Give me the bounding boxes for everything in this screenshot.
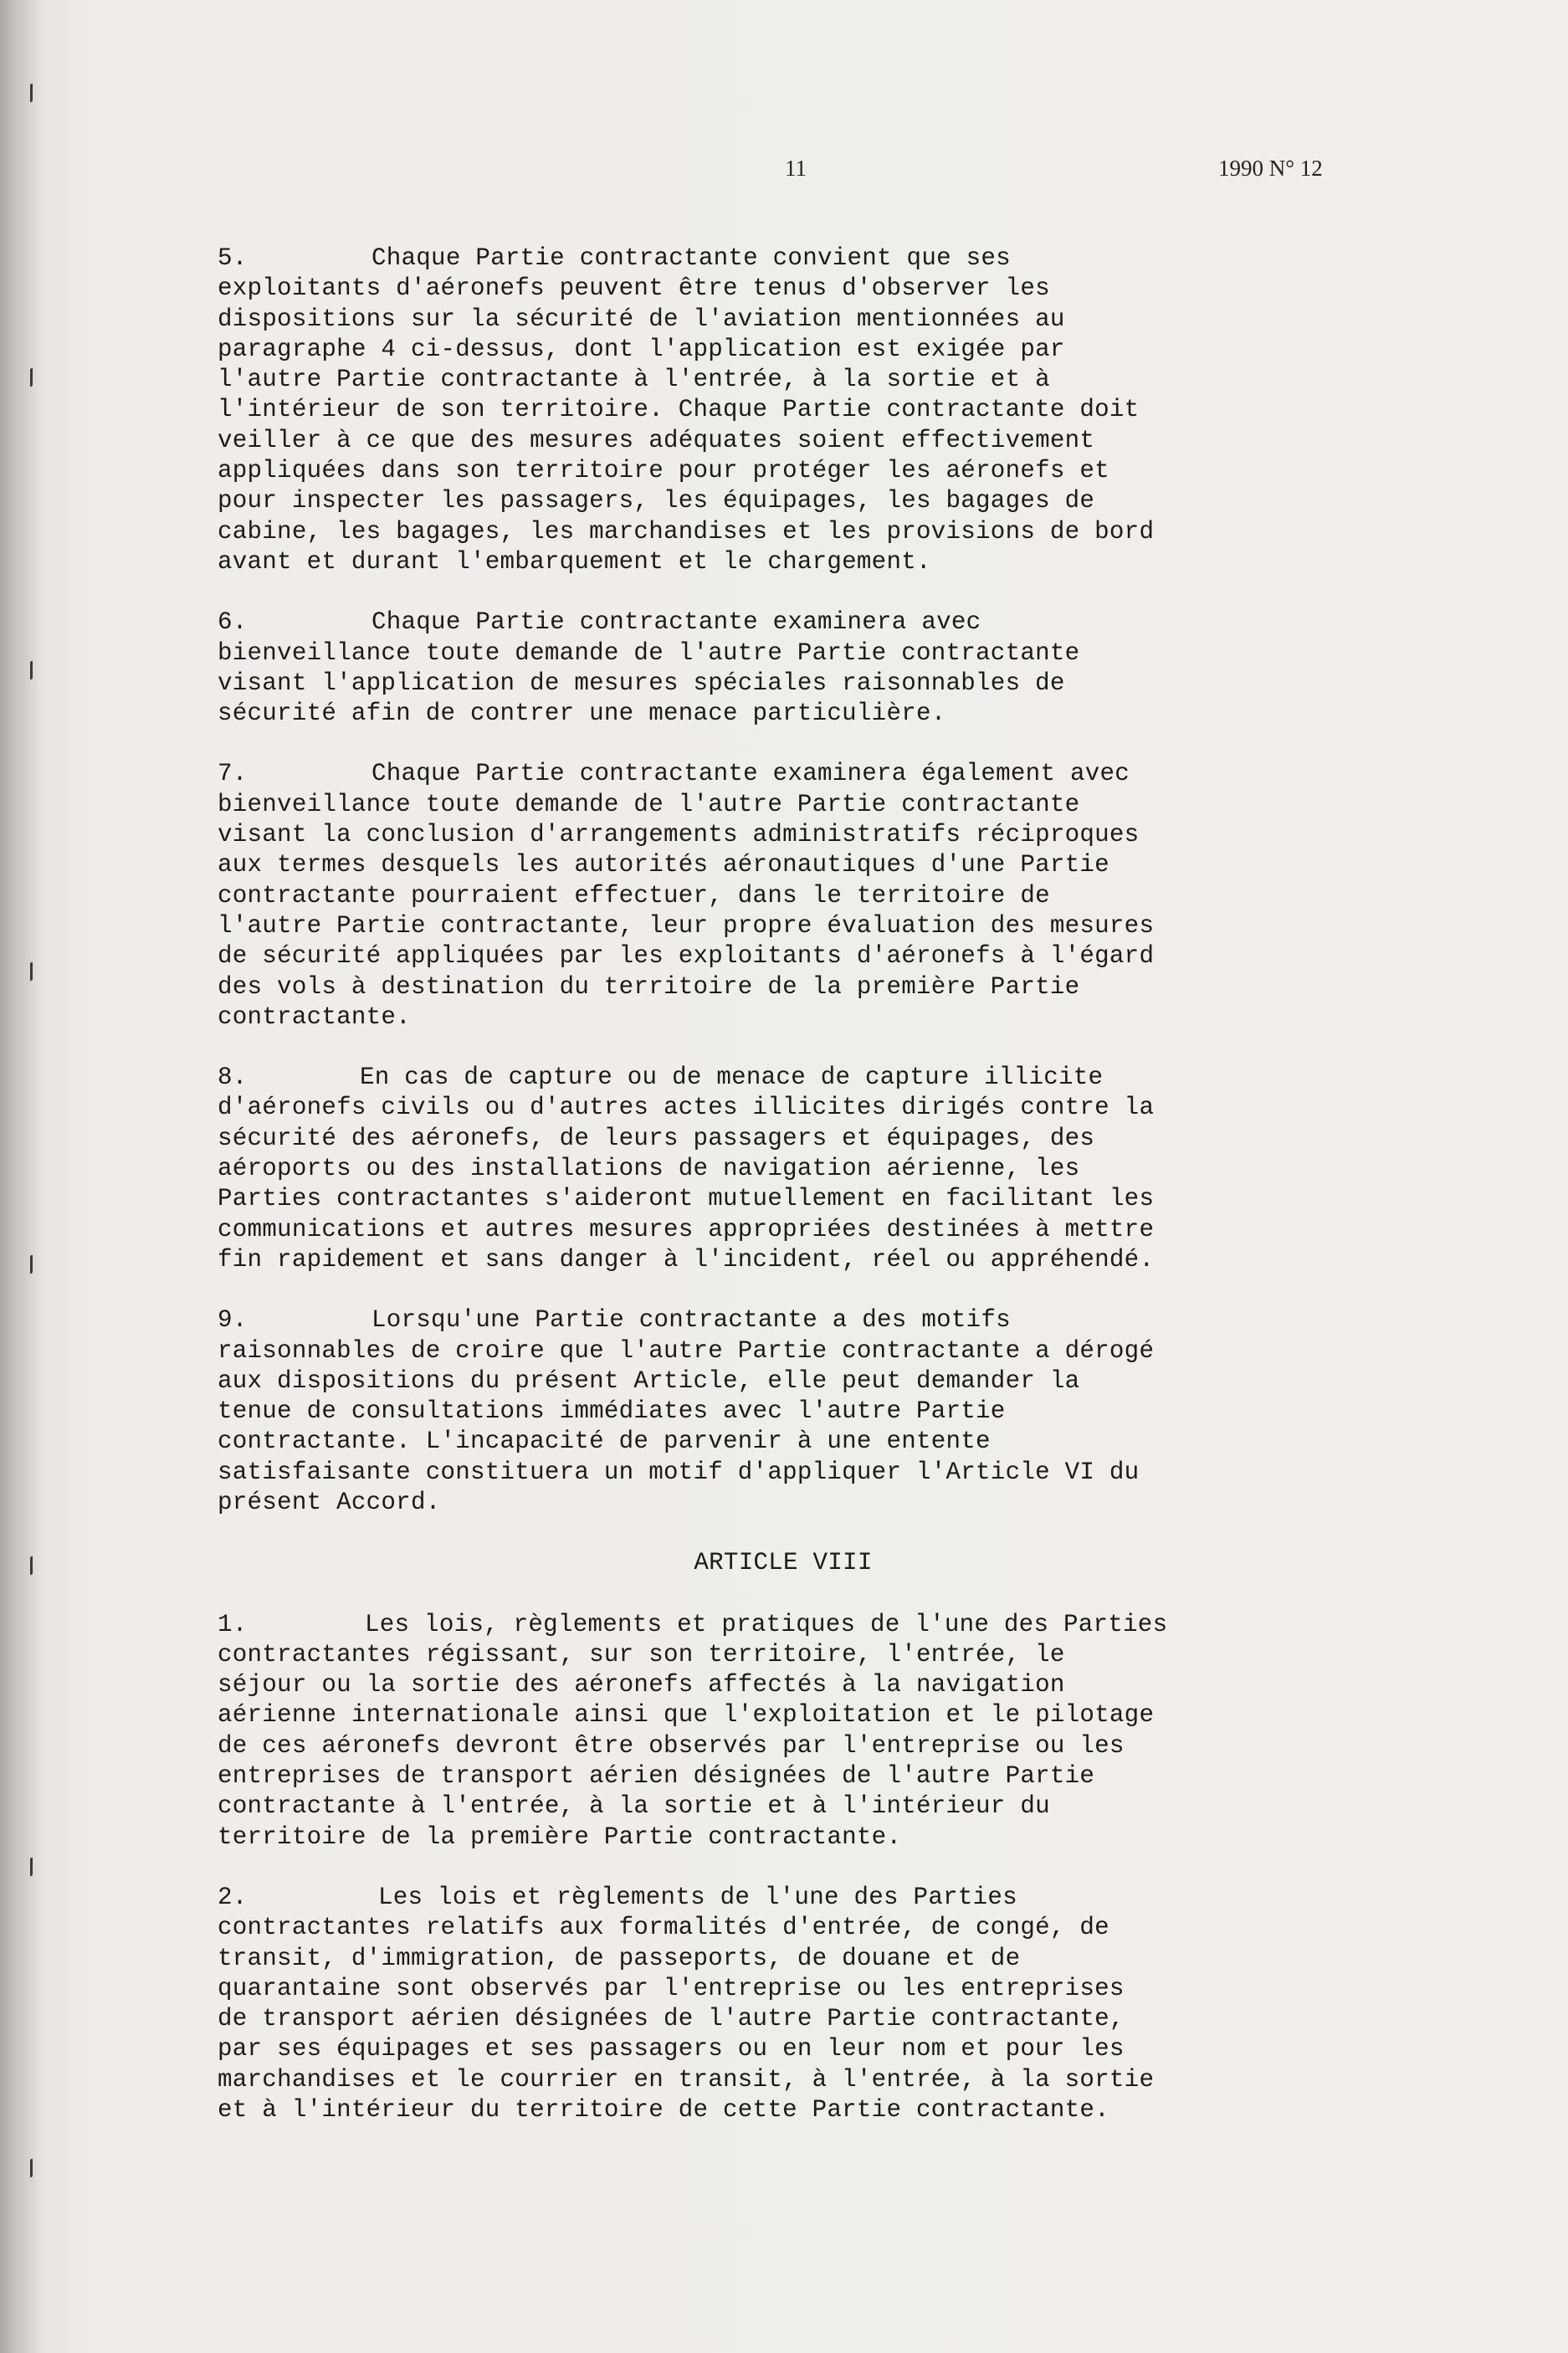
paragraph-line [218, 638, 1355, 669]
paragraph-text: fin rapidement et sans danger à l'incident, réel ou appréhendé. [218, 1245, 1155, 1274]
paragraph-line [218, 881, 1355, 911]
paragraph-text: séjour ou la sortie des aéronefs affectés à la navigation [218, 1671, 1065, 1699]
paragraph-text: aux termes desquels les autorités aéronautiques d'une Partie [218, 851, 1109, 879]
paragraph-line [218, 669, 1355, 699]
article-heading: ARTICLE VIII [694, 1549, 873, 1577]
paragraph-text: Chaque Partie contractante convient que ses [372, 244, 1011, 272]
paragraph-line [218, 486, 1355, 516]
paragraph-text: visant l'application de mesures spéciales raisonnables de [218, 669, 1065, 697]
paragraph-text: avant et durant l'embarquement et le chargement. [218, 547, 931, 576]
paragraph-text: Les lois et règlements de l'une des Parties [378, 1883, 1017, 1911]
paragraph-text: Chaque Partie contractante examinera avec [372, 608, 981, 637]
paragraph-line [218, 911, 1355, 941]
paragraph-line [218, 1184, 1355, 1214]
paragraph-text: cabine, les bagages, les marchandises et les provisions de bord [218, 517, 1155, 546]
paragraph-text: sécurité des aéronefs, de leurs passagers et équipages, des [218, 1124, 1095, 1152]
paragraph-text: aérienne internationale ainsi que l'exploitation et le pilotage [218, 1701, 1155, 1730]
paragraph-number: 9. [218, 1306, 248, 1335]
paragraph-text: contractantes régissant, sur son territoire, l'entrée, le [218, 1640, 1065, 1669]
paragraph-number: 1. [218, 1610, 248, 1638]
paragraph-line [218, 1488, 1355, 1518]
paragraph-text: et à l'intérieur du territoire de cette Partie contractante. [218, 2096, 1109, 2125]
binding-edge [0, 0, 38, 2353]
binding-stitch [30, 1254, 33, 1274]
paragraph-6 [218, 607, 1355, 729]
paragraph-line [218, 1883, 1355, 1913]
paragraph-text: appliquées dans son territoire pour protéger les aéronefs et [218, 457, 1109, 485]
paragraph-number: 6. [218, 608, 248, 637]
paragraph-line [218, 1397, 1355, 1427]
paragraph-line [218, 1427, 1355, 1457]
paragraph-text: aux dispositions du présent Article, elle peut demander la [218, 1366, 1080, 1395]
paragraph-line [218, 335, 1355, 365]
paragraph-text: par ses équipages et ses passagers ou en leur nom et pour les [218, 2035, 1125, 2063]
paragraph-number: 8. [218, 1064, 248, 1092]
paragraph-line [218, 759, 1355, 789]
paragraph-1 [218, 1610, 1355, 1853]
paragraph-line [218, 365, 1355, 395]
paragraph-line [218, 820, 1355, 850]
paragraph-text: quarantaine sont observés par l'entreprise ou les entreprises [218, 1974, 1125, 2002]
paragraph-line [218, 1670, 1355, 1700]
binding-stitch [30, 367, 33, 387]
paragraph-line [218, 274, 1355, 304]
paragraph-text: contractante à l'entrée, à la sortie et à l'intérieur du [218, 1792, 1050, 1821]
paragraph-line [218, 1245, 1355, 1275]
paragraph-text: l'autre Partie contractante à l'entrée, à la sortie et à [218, 366, 1050, 394]
paragraph-text: communications et autres mesures appropriées destinées à mettre [218, 1215, 1155, 1243]
paragraph-line [218, 1640, 1355, 1670]
paragraph-line [218, 1822, 1355, 1853]
paragraph-text: des vols à destination du territoire de la première Partie [218, 972, 1080, 1001]
paragraph-line [218, 972, 1355, 1002]
paragraph-text: bienveillance toute demande de l'autre Partie contractante [218, 638, 1080, 667]
paragraph-2 [218, 1883, 1355, 2125]
paragraph-text: bienveillance toute demande de l'autre Partie contractante [218, 790, 1080, 818]
paragraph-text: de sécurité appliquées par les exploitants d'aéronefs à l'égard [218, 942, 1155, 971]
paragraph-line [218, 1913, 1355, 1943]
paragraph-text: exploitants d'aéronefs peuvent être tenus d'observer les [218, 274, 1050, 303]
paragraph-7 [218, 759, 1355, 1033]
binding-stitch [30, 2158, 33, 2177]
paragraph-line [218, 941, 1355, 971]
paragraph-text: paragraphe 4 ci-dessus, dont l'application est exigée par [218, 335, 1065, 363]
binding-stitch [30, 1556, 33, 1575]
paragraph-line [218, 1215, 1355, 1245]
paragraph-text: contractante. L'incapacité de parvenir à une entente [218, 1428, 991, 1456]
document-body [218, 244, 1355, 2156]
paragraph-number: 7. [218, 760, 248, 788]
paragraph-text: Lorsqu'une Partie contractante a des motifs [372, 1306, 1011, 1335]
paragraph-line [218, 1336, 1355, 1366]
paragraph-line [218, 1154, 1355, 1184]
paragraph-line [218, 1458, 1355, 1488]
paragraph-line [218, 699, 1355, 729]
paragraphs-after-heading [218, 1610, 1355, 2126]
paragraph-line [218, 1093, 1355, 1123]
paragraph-line [218, 1124, 1355, 1154]
paragraph-line [218, 2095, 1355, 2125]
paragraph-text: pour inspecter les passagers, les équipages, les bagages de [218, 487, 1095, 515]
paragraph-text: raisonnables de croire que l'autre Partie contractante a dérogé [218, 1336, 1155, 1365]
paragraph-line [218, 456, 1355, 486]
paragraph-number: 5. [218, 244, 248, 272]
paragraph-line [218, 2004, 1355, 2034]
paragraph-text: de ces aéronefs devront être observés par l'entreprise ou les [218, 1731, 1125, 1760]
paragraph-5 [218, 244, 1355, 577]
binding-stitch [30, 961, 33, 981]
paragraph-text: territoire de la première Partie contractante. [218, 1822, 902, 1851]
paragraph-line [218, 547, 1355, 577]
paragraph-text: contractante. [218, 1002, 411, 1031]
paragraph-text: sécurité afin de contrer une menace particulière. [218, 700, 946, 728]
paragraph-line [218, 1792, 1355, 1822]
paragraph-line [218, 1731, 1355, 1761]
paragraph-line [218, 1944, 1355, 1974]
paragraph-text: aéroports ou des installations de navigation aérienne, les [218, 1155, 1080, 1183]
paragraph-line [218, 1366, 1355, 1397]
paragraph-text: présent Accord. [218, 1488, 441, 1516]
paragraph-line [218, 1063, 1355, 1093]
paragraph-line [218, 305, 1355, 335]
paragraph-text: transit, d'immigration, de passeports, de douane et de [218, 1944, 1021, 1972]
paragraph-text: visant la conclusion d'arrangements administratifs réciproques [218, 821, 1140, 849]
paragraph-line [218, 1974, 1355, 2004]
paragraph-8 [218, 1063, 1355, 1275]
paragraph-text: l'intérieur de son territoire. Chaque Partie contractante doit [218, 396, 1140, 424]
paragraph-text: contractante pourraient effectuer, dans le territoire de [218, 881, 1050, 910]
paragraph-text: satisfaisante constituera un motif d'appliquer l'Article VI du [218, 1458, 1140, 1486]
page-number: 11 [785, 156, 807, 181]
paragraph-line [218, 517, 1355, 547]
paragraph-text: Les lois, règlements et pratiques de l'une des Parties [365, 1610, 1168, 1638]
paragraph-text: Parties contractantes s'aideront mutuellement en facilitant les [218, 1185, 1155, 1213]
paragraph-text: marchandises et le courrier en transit, à l'entrée, à la sortie [218, 2065, 1155, 2094]
paragraph-text: tenue de consultations immédiates avec l'autre Partie [218, 1397, 1006, 1426]
binding-stitch [30, 1857, 33, 1876]
paragraph-line [218, 2065, 1355, 2095]
paragraph-line [218, 1002, 1355, 1033]
paragraph-line [218, 607, 1355, 638]
paragraph-line [218, 244, 1355, 274]
paragraph-text: Chaque Partie contractante examinera également avec [372, 760, 1130, 788]
paragraph-text: veiller à ce que des mesures adéquates soient effectivement [218, 426, 1095, 454]
paragraph-text: d'aéronefs civils ou d'autres actes illicites dirigés contre la [218, 1094, 1155, 1122]
paragraphs-before-heading [218, 244, 1355, 1518]
paragraph-line [218, 1761, 1355, 1792]
paragraph-line [218, 1305, 1355, 1335]
paragraph-line [218, 426, 1355, 456]
binding-stitch [30, 660, 33, 679]
paragraph-text: En cas de capture ou de menace de capture illicite [360, 1064, 1104, 1092]
paragraph-line [218, 1610, 1355, 1640]
paragraph-text: contractantes relatifs aux formalités d'entrée, de congé, de [218, 1914, 1109, 1942]
paragraph-text: de transport aérien désignées de l'autre Partie contractante, [218, 2005, 1125, 2033]
binding-stitch [30, 83, 33, 102]
paragraph-line [218, 395, 1355, 425]
paragraph-text: entreprises de transport aérien désignées de l'autre Partie [218, 1762, 1095, 1791]
journal-reference: 1990 N° 12 [1218, 156, 1323, 181]
page-header [0, 156, 1568, 189]
paragraph-text: dispositions sur la sécurité de l'aviation mentionnées au [218, 305, 1065, 333]
paragraph-line [218, 2034, 1355, 2064]
paragraph-line [218, 850, 1355, 880]
paragraph-9 [218, 1305, 1355, 1518]
paragraph-line [218, 790, 1355, 820]
paragraph-line [218, 1700, 1355, 1730]
paragraph-number: 2. [218, 1883, 248, 1911]
paragraph-text: l'autre Partie contractante, leur propre évaluation des mesures [218, 911, 1155, 940]
